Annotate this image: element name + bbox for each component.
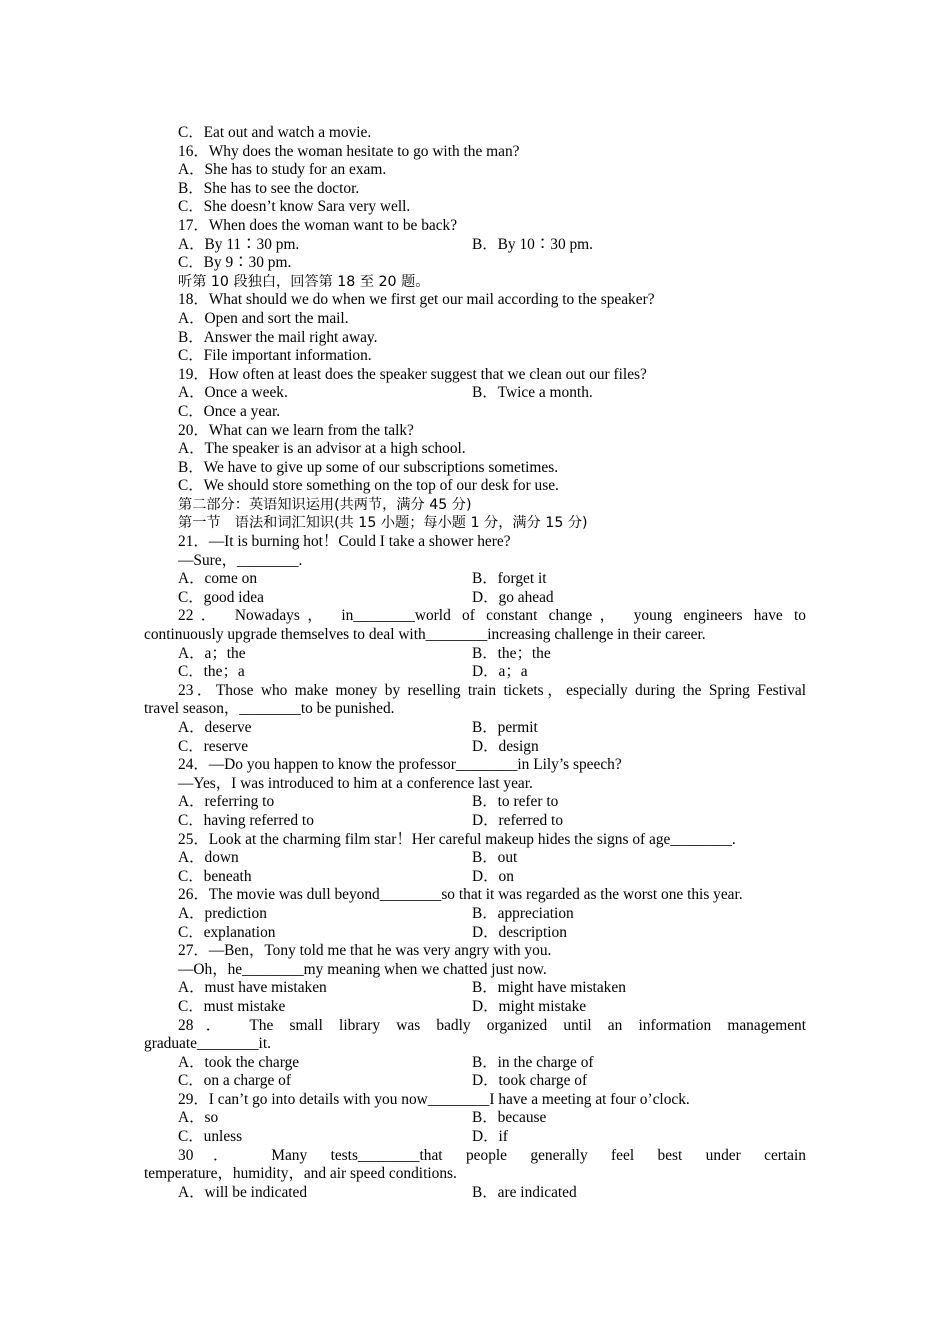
option-c: C．the；a: [178, 663, 245, 681]
option-a: A．down: [178, 849, 239, 867]
question-line: travel season，________to be punished.: [144, 700, 395, 718]
option-c: C．on a charge of: [178, 1072, 291, 1090]
section-heading: 听第 10 段独白，回答第 18 至 20 题。: [178, 273, 430, 290]
option-row: [144, 1109, 806, 1128]
question-30: 30． Many tests________that people generally feel best under certain: [178, 1146, 806, 1164]
option-a: A．Once a week.: [178, 384, 288, 402]
option-d: D．took charge of: [472, 1072, 588, 1090]
option-c: C．beneath: [178, 867, 252, 885]
option-c: C．must mistake: [178, 997, 286, 1015]
option-a: A．referring to: [178, 793, 275, 811]
question-16: 16．Why does the woman hesitate to go with the man?: [178, 142, 520, 160]
option-line: C．File important information.: [178, 347, 372, 365]
option-row: [144, 589, 806, 608]
option-row: [144, 738, 806, 757]
option-line: C．Once a year.: [178, 402, 281, 420]
question-28: 28． The small library was badly organized until an information management: [178, 1016, 806, 1034]
option-a: A．will be indicated: [178, 1183, 308, 1201]
option-b: B．forget it: [472, 570, 547, 588]
option-a: A．come on: [178, 570, 258, 588]
question-line: graduate________it.: [144, 1035, 271, 1053]
option-row: [144, 979, 806, 998]
option-c: C．unless: [178, 1128, 243, 1146]
question-23: 23．Those who make money by reselling train tickets，especially during the Spring Festival: [178, 681, 806, 699]
option-row: [144, 1072, 806, 1091]
option-row: [144, 868, 806, 887]
question-line: —Sure，________.: [178, 551, 303, 569]
question-19: 19．How often at least does the speaker suggest that we clean out our files?: [178, 365, 647, 383]
part-heading: 第二部分：英语知识运用(共两节，满分 45 分): [178, 496, 472, 513]
option-row: [144, 793, 806, 812]
question-27: 27．—Ben，Tony told me that he was very angry with you.: [178, 942, 552, 960]
option-row: [144, 236, 806, 255]
option-a: A．took the charge: [178, 1053, 300, 1071]
option-row: [144, 849, 806, 868]
option-line: C．We should store something on the top of our desk for use.: [178, 477, 559, 495]
question-29: 29．I can’t go into details with you now________I have a meeting at four o’clock.: [178, 1090, 690, 1108]
option-d: D．on: [472, 867, 514, 885]
option-b: B．out: [472, 849, 518, 867]
option-line: C．Eat out and watch a movie.: [178, 124, 372, 141]
option-c: C．explanation: [178, 923, 276, 941]
option-row: [144, 998, 806, 1017]
option-row: [144, 663, 806, 682]
question-22: 22． Nowadays， in________world of constant change， young engineers have to: [178, 607, 806, 625]
option-a: A．By 11∶30 pm.: [178, 235, 300, 253]
option-d: D．go ahead: [472, 588, 554, 606]
question-line: —Oh，he________my meaning when we chatted just now.: [178, 960, 547, 978]
option-b: B．the；the: [472, 644, 551, 662]
option-line: B．We have to give up some of our subscriptions sometimes.: [178, 458, 559, 476]
option-d: D．might mistake: [472, 997, 587, 1015]
option-row: [144, 905, 806, 924]
option-b: B．appreciation: [472, 904, 574, 922]
question-line: continuously upgrade themselves to deal with________increasing challenge in their career.: [144, 626, 706, 644]
option-a: A．deserve: [178, 719, 252, 736]
option-row: [144, 570, 806, 589]
option-line: B．She has to see the doctor.: [178, 179, 360, 197]
option-row: [144, 384, 806, 403]
option-line: C．She doesn’t know Sara very well.: [178, 198, 411, 216]
question-20: 20．What can we learn from the talk?: [178, 421, 414, 439]
option-row: [144, 719, 806, 738]
question-line: —Yes，I was introduced to him at a conference last year.: [178, 774, 533, 792]
option-line: A．She has to study for an exam.: [178, 161, 387, 179]
question-26: 26．The movie was dull beyond________so that it was regarded as the worst one this year.: [178, 886, 743, 904]
option-d: D．design: [472, 737, 539, 755]
option-b: B．Twice a month.: [472, 384, 593, 402]
option-d: D．a；a: [472, 663, 528, 681]
option-b: B．By 10∶30 pm.: [472, 235, 593, 253]
option-b: B．might have mistaken: [472, 979, 626, 997]
option-d: D．if: [472, 1128, 508, 1146]
option-c: C．having referred to: [178, 811, 314, 829]
option-row: [144, 924, 806, 943]
option-b: B．because: [472, 1109, 547, 1127]
option-b: B．in the charge of: [472, 1053, 594, 1071]
option-b: B．are indicated: [472, 1183, 577, 1201]
exam-page: [144, 124, 806, 1202]
option-d: D．description: [472, 923, 567, 941]
question-17: 17．When does the woman want to be back?: [178, 216, 458, 234]
option-a: A．so: [178, 1109, 219, 1127]
option-line: C．By 9∶30 pm.: [178, 254, 292, 272]
option-row: [144, 1054, 806, 1073]
question-line: temperature，humidity，and air speed conditions.: [144, 1165, 457, 1183]
option-c: C．reserve: [178, 737, 249, 755]
section-heading: 第一节 语法和词汇知识(共 15 小题；每小题 1 分，满分 15 分): [178, 515, 588, 532]
option-line: A．Open and sort the mail.: [178, 309, 349, 327]
question-21: 21．—It is burning hot！Could I take a shower here?: [178, 533, 511, 551]
option-row: [144, 812, 806, 831]
option-a: A．a；the: [178, 644, 246, 662]
option-c: C．good idea: [178, 588, 264, 606]
question-25: 25．Look at the charming film star！Her careful makeup hides the signs of age________.: [178, 830, 736, 848]
question-18: 18．What should we do when we first get our mail according to the speaker?: [178, 291, 655, 309]
option-b: B．permit: [472, 719, 538, 736]
option-d: D．referred to: [472, 811, 564, 829]
option-row: [144, 1184, 806, 1203]
option-row: [144, 645, 806, 664]
option-row: [144, 1128, 806, 1147]
option-b: B．to refer to: [472, 793, 559, 811]
option-line: B．Answer the mail right away.: [178, 328, 378, 346]
question-24: 24．—Do you happen to know the professor________in Lily’s speech?: [178, 756, 622, 774]
option-line: A．The speaker is an advisor at a high school.: [178, 440, 466, 458]
option-a: A．must have mistaken: [178, 979, 327, 997]
option-a: A．prediction: [178, 904, 267, 922]
